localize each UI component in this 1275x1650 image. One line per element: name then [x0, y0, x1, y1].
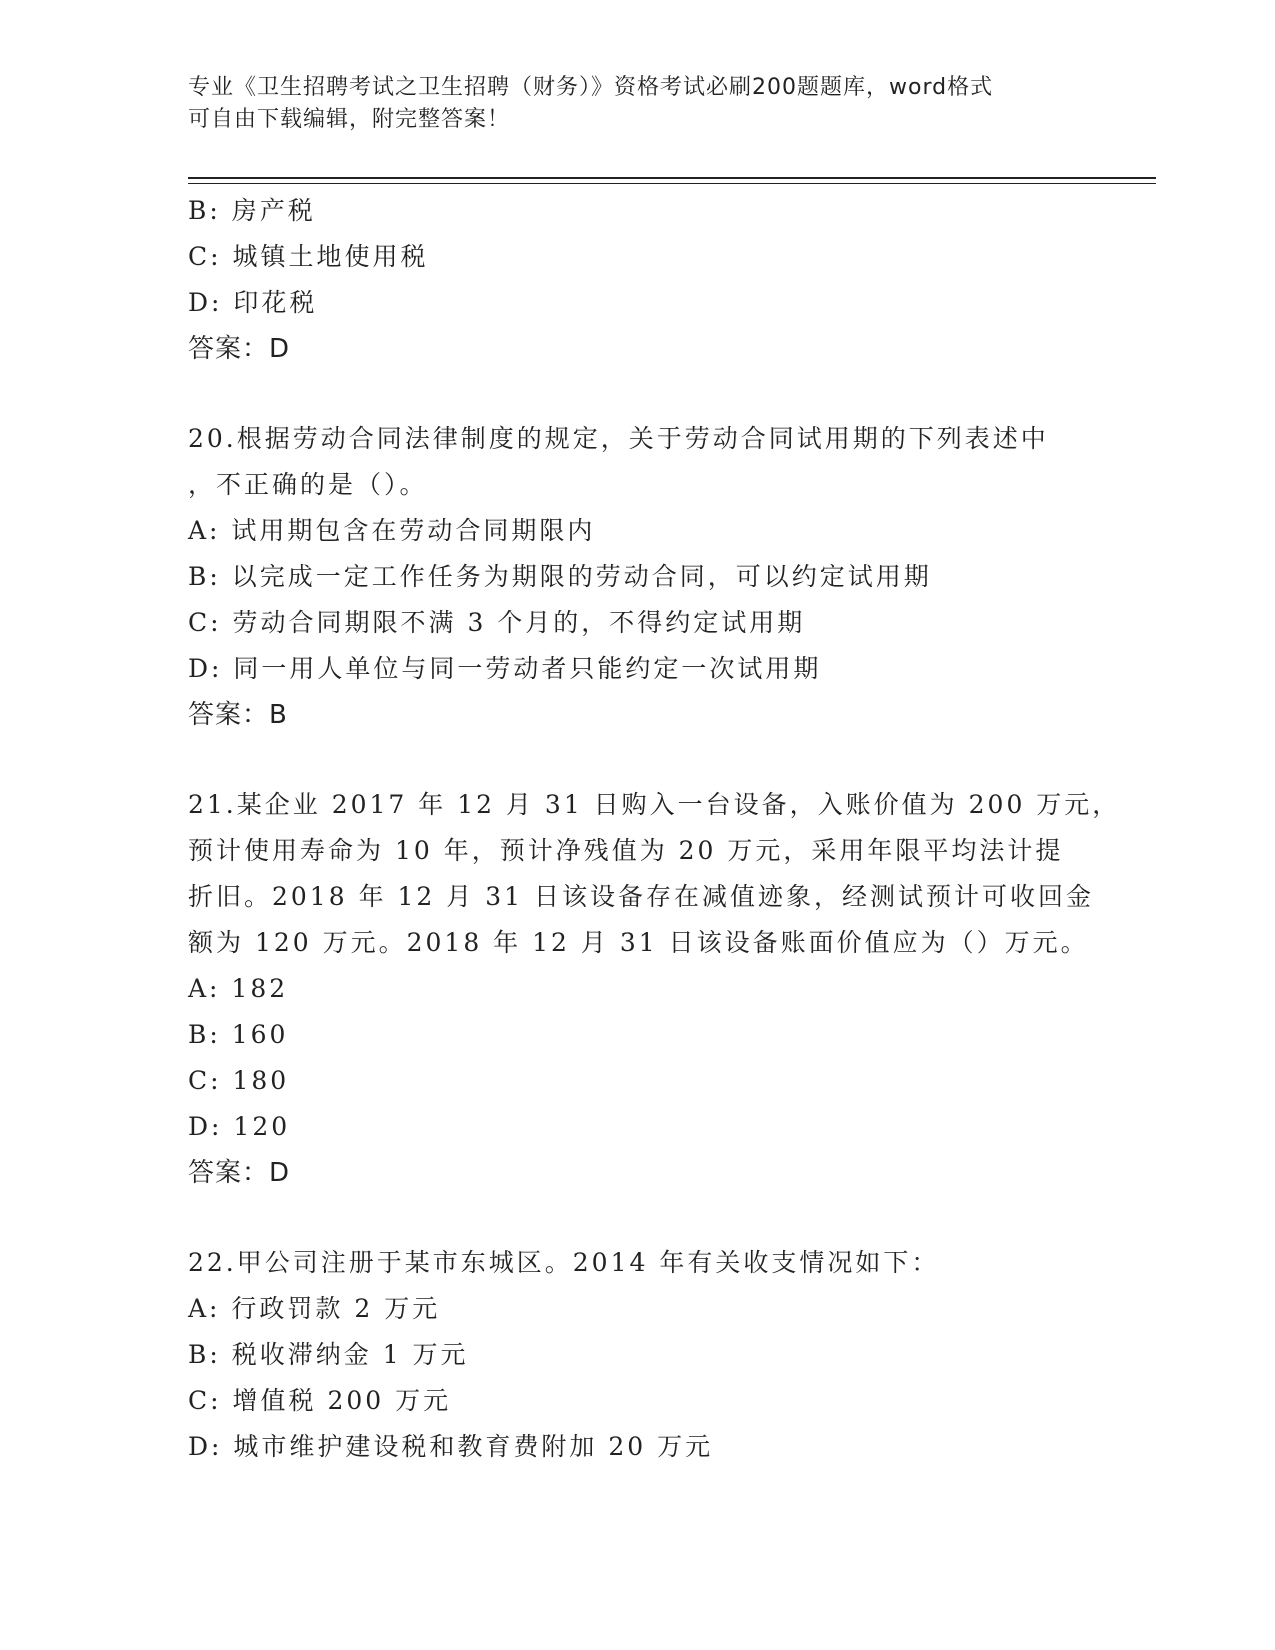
option-b: B: 税收滞纳金 1 万元 [188, 1340, 469, 1369]
question-stem-line: 22.甲公司注册于某市东城区。2014 年有关收支情况如下： [188, 1248, 940, 1277]
header-line-1: 专业《卫生招聘考试之卫生招聘（财务）》资格考试必刷200题题库，word格式 [188, 75, 994, 100]
spacer [188, 1196, 1068, 1240]
question-stem-line: 额为 120 万元。2018 年 12 月 31 日该设备账面价值应为（）万元。 [188, 928, 1089, 957]
option-d: D: 同一用人单位与同一劳动者只能约定一次试用期 [188, 654, 822, 683]
answer: 答案：B [188, 700, 288, 730]
question-20 [188, 416, 1068, 738]
option-d: D: 120 [188, 1112, 291, 1141]
header-divider-thin [188, 183, 1156, 184]
question-stem-line: 折旧。2018 年 12 月 31 日该设备存在减值迹象，经测试预计可收回金 [188, 882, 1094, 911]
header-divider-thick [188, 177, 1156, 179]
header-line-2: 可自由下载编辑，附完整答案！ [188, 107, 511, 132]
option-d: D: 印花税 [188, 288, 318, 317]
option-c: C: 劳动合同期限不满 3 个月的，不得约定试用期 [188, 608, 806, 637]
answer: 答案：D [188, 1158, 291, 1188]
question-21 [188, 782, 1121, 1196]
question-stem-line: ，不正确的是（）。 [188, 470, 428, 499]
option-b: B: 160 [188, 1020, 289, 1049]
option-c: C: 180 [188, 1066, 290, 1095]
option-a: A: 试用期包含在劳动合同期限内 [188, 516, 596, 545]
answer: 答案：D [188, 334, 291, 364]
spacer [188, 738, 1068, 782]
document-header [188, 72, 1068, 136]
question-stem-line: 预计使用寿命为 10 年，预计净残值为 20 万元，采用年限平均法计提 [188, 836, 1064, 865]
option-c: C: 增值税 200 万元 [188, 1386, 452, 1415]
question-list [188, 188, 1121, 1470]
question-stem-line: 20.根据劳动合同法律制度的规定，关于劳动合同试用期的下列表述中 [188, 424, 1049, 453]
option-b: B: 房产税 [188, 196, 316, 225]
spacer [188, 372, 1068, 416]
question-stem-line: 21.某企业 2017 年 12 月 31 日购入一台设备，入账价值为 200 万元， [188, 790, 1121, 819]
question-19-tail [188, 188, 1068, 372]
option-c: C: 城镇土地使用税 [188, 242, 429, 271]
option-a: A: 182 [188, 974, 289, 1003]
option-b: B: 以完成一定工作任务为期限的劳动合同，可以约定试用期 [188, 562, 932, 591]
option-d: D: 城市维护建设税和教育费附加 20 万元 [188, 1432, 714, 1461]
question-22 [188, 1240, 1068, 1470]
option-a: A: 行政罚款 2 万元 [188, 1294, 441, 1323]
